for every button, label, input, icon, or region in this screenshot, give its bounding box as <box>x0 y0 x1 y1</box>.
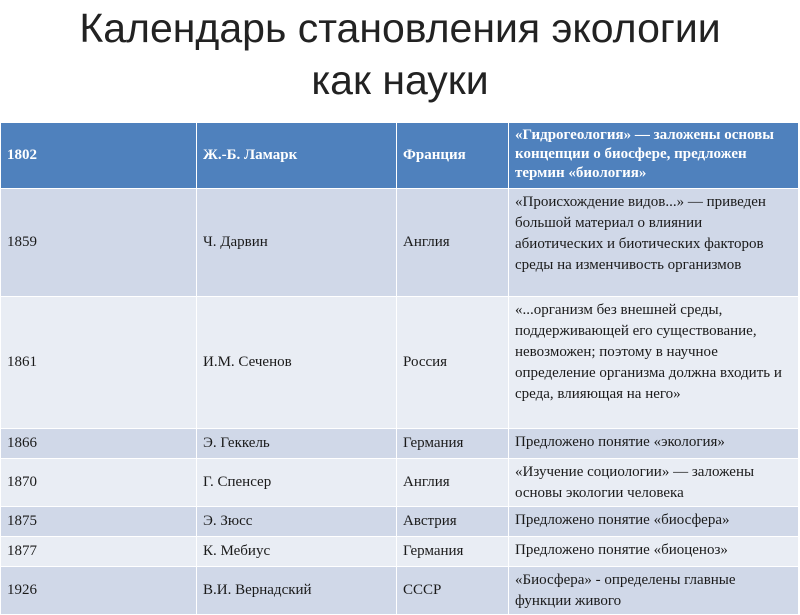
country-cell: Австрия <box>397 507 509 537</box>
year-cell: 1859 <box>1 189 197 297</box>
table-row <box>1 189 799 297</box>
year-cell: 1802 <box>1 123 197 189</box>
person-cell: К. Мебиус <box>197 537 397 567</box>
table-row <box>1 123 799 189</box>
country-cell: Англия <box>397 459 509 507</box>
table-row <box>1 567 799 615</box>
person-cell: Э. Зюсс <box>197 507 397 537</box>
person-cell: Ч. Дарвин <box>197 189 397 297</box>
ecology-timeline-table <box>0 122 799 615</box>
description-cell: «Биосфера» - определены главные функции живого <box>509 567 799 615</box>
description-cell: Предложено понятие «биосфера» <box>509 507 799 537</box>
country-cell: Германия <box>397 537 509 567</box>
table-row <box>1 537 799 567</box>
description-cell: «...организм без внешней среды, поддерживающей его существование, невозможен; поэтому в научное определение организма должна входить и среда, влияющая на него» <box>509 297 799 429</box>
person-cell: В.И. Вернадский <box>197 567 397 615</box>
description-cell: Предложено понятие «экология» <box>509 429 799 459</box>
year-cell: 1877 <box>1 537 197 567</box>
description-cell: «Изучение социологии» — заложены основы экологии человека <box>509 459 799 507</box>
person-cell: Г. Спенсер <box>197 459 397 507</box>
description-cell: «Происхождение видов...» — приведен большой материал о влиянии абиотических и биотических факторов среды на изменчивость организмов <box>509 189 799 297</box>
description-cell: Предложено понятие «биоценоз» <box>509 537 799 567</box>
person-cell: Э. Геккель <box>197 429 397 459</box>
country-cell: СССР <box>397 567 509 615</box>
table-row <box>1 297 799 429</box>
year-cell: 1875 <box>1 507 197 537</box>
slide-title <box>0 0 800 120</box>
slide-title-line-1: Календарь становления экологии <box>79 5 721 51</box>
country-cell: Россия <box>397 297 509 429</box>
table-row <box>1 507 799 537</box>
year-cell: 1861 <box>1 297 197 429</box>
table-row <box>1 429 799 459</box>
country-cell: Германия <box>397 429 509 459</box>
year-cell: 1926 <box>1 567 197 615</box>
year-cell: 1870 <box>1 459 197 507</box>
country-cell: Франция <box>397 123 509 189</box>
year-cell: 1866 <box>1 429 197 459</box>
person-cell: Ж.-Б. Ламарк <box>197 123 397 189</box>
person-cell: И.М. Сеченов <box>197 297 397 429</box>
country-cell: Англия <box>397 189 509 297</box>
description-cell: «Гидрогеология» — заложены основы концепции о биосфере, предложен термин «биология» <box>509 123 799 189</box>
slide-title-line-2: как науки <box>311 57 489 103</box>
table-row <box>1 459 799 507</box>
